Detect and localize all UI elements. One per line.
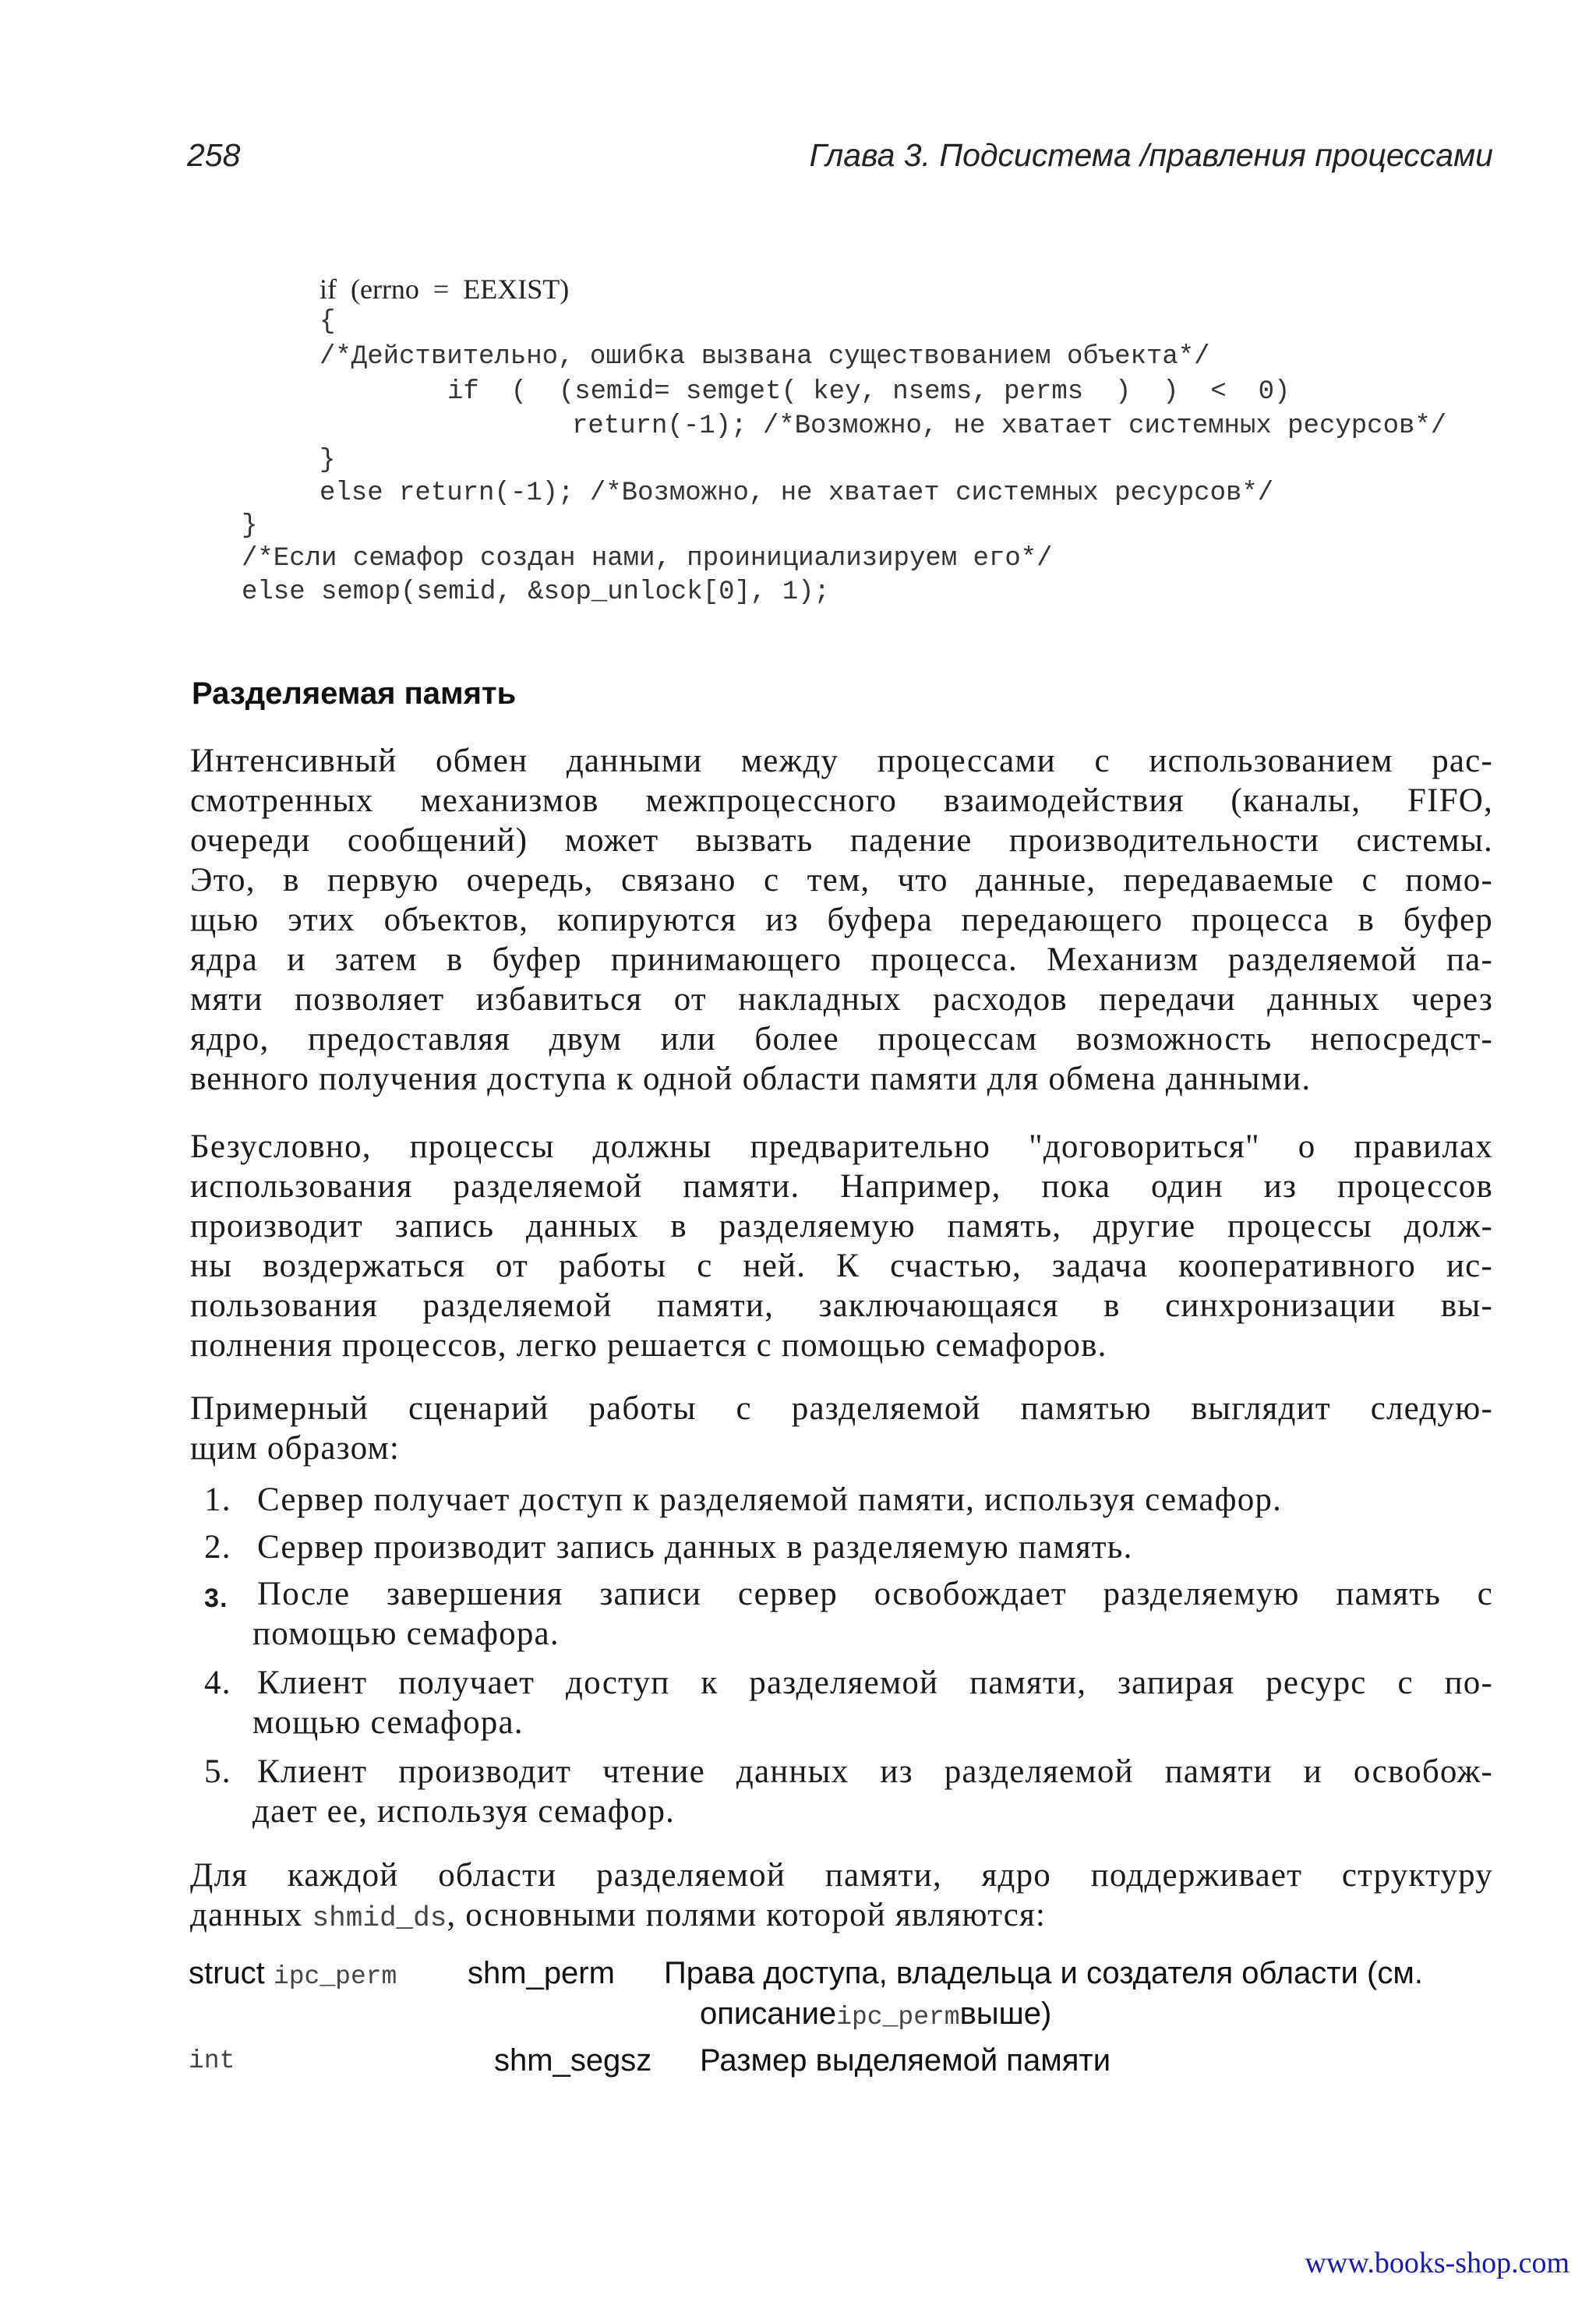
type-keyword: struct [189,1956,265,1990]
text-line: полнения процессов, легко решается с помощью семафоров. [190,1327,1107,1364]
field-type [189,1956,397,1991]
text-line: Клиент получает доступ к разделяемой памяти, запирая ресурс с по- [257,1665,1493,1701]
text-line: дает ее, используя семафор. [252,1793,676,1830]
list-number: 1. [204,1481,231,1518]
text-line: производит запись данных в разделяемую память, другие процессы долж- [190,1208,1493,1245]
type-name: ipc_perm [273,1962,397,1991]
text-line: венного получения доступа к одной области памяти для обмена данными. [190,1061,1312,1097]
section-heading: Разделяемая память [192,676,517,711]
field-name: shm_perm [468,1956,615,1990]
code-line: else return(-1); /*Возможно, не хватает системных ресурсов*/ [320,478,1274,508]
inline-code: shmid_ds [312,1902,447,1934]
field-name: shm_segsz [494,2043,652,2078]
code-line: { [320,307,336,337]
code-line: return(-1); /*Возможно, не хватает системных ресурсов*/ [572,411,1447,441]
code-line: /*Действительно, ошибка вызвана существованием объекта*/ [320,342,1210,372]
list-number: 5. [204,1753,231,1790]
code-line: /*Если семафор создан нами, проинициализируем его*/ [242,544,1053,574]
code-line: } [242,511,258,541]
text-line [190,1895,1493,1938]
paragraph-intro [190,741,1493,1099]
inline-code: ipc_perm [836,2003,960,2032]
text-line: щью этих объектов, копируются из буфера передающего процесса в буфер [190,902,1493,938]
paragraph-sync [190,1127,1493,1365]
text-line: ядро, предоставляя двум или более процессам возможность непосредст- [190,1021,1493,1057]
field-description-cont [700,1997,1051,2032]
text-run: данных [190,1897,312,1933]
text-line: Интенсивный обмен данными между процессами с использованием рас- [190,743,1493,779]
text-line: Это, в первую очередь, связано с тем, что данные, передаваемые с помо- [190,862,1493,899]
text-line: После завершения записи сервер освобождает разделяемую память с [257,1576,1493,1612]
text-line: очереди сообщений) может вызвать падение производительности системы. [190,822,1493,859]
text-line: Сервер получает доступ к разделяемой памяти, используя семафор. [257,1481,1283,1518]
text-line: Безусловно, процессы должны предварительно "договориться" о правилах [190,1128,1493,1165]
code-line: if ( (semid= semget( key, nsems, perms ) ) < 0) [447,377,1291,407]
text-line: мощью семафора. [252,1704,524,1741]
text-line: ядра и затем в буфер принимающего процесса. Механизм разделяемой па- [190,941,1493,978]
code-line: else semop(semid, &sop_unlock[0], 1); [242,577,830,607]
text-line: Клиент производит чтение данных из разделяемой памяти и освобож- [257,1753,1493,1790]
list-number: 3. [204,1584,228,1613]
paragraph-scenario [190,1389,1493,1468]
field-type: int [189,2046,235,2075]
chapter-title: Глава 3. Подсистема /правления процессами [809,137,1493,173]
text-line: Сервер производит запись данных в разделяемую память. [257,1529,1133,1566]
site-url-link[interactable]: www.books-shop.com [1305,2247,1570,2279]
page-number: 258 [187,137,241,173]
text-line: ны воздержаться от работы с ней. К счастью, задача кооперативного ис- [190,1248,1493,1284]
text-line: щим образом: [190,1430,401,1467]
text-line: пользования разделяемой памяти, заключающаяся в синхронизации вы- [190,1287,1493,1324]
text-line: мяти позволяет избавиться от накладных расходов передачи данных через [190,981,1493,1018]
text-run: выше) [959,1997,1052,2031]
text-line: Примерный сценарий работы с разделяемой памятью выглядит следую- [190,1390,1493,1427]
text-line: использования разделяемой памяти. Например, пока один из процессов [190,1168,1493,1205]
code-line: if (errno = EEXIST) [320,274,570,305]
text-line: смотренных механизмов межпроцессного взаимодействия (каналы, FIFO, [190,782,1493,819]
code-line: } [320,446,336,475]
field-description: Размер выделяемой памяти [700,2043,1111,2078]
field-description: Права доступа, владельца и создателя области (см. [664,1956,1423,1990]
list-number: 2. [204,1529,231,1566]
text-line: помощью семафора. [252,1615,560,1652]
list-number: 4. [204,1665,231,1701]
text-run: описание [700,1997,837,2031]
text-line: Для каждой области разделяемой памяти, ядро поддерживает структуру [190,1857,1493,1894]
text-run: , основными полями которой являются: [447,1897,1047,1933]
paragraph-structure [190,1855,1493,1938]
